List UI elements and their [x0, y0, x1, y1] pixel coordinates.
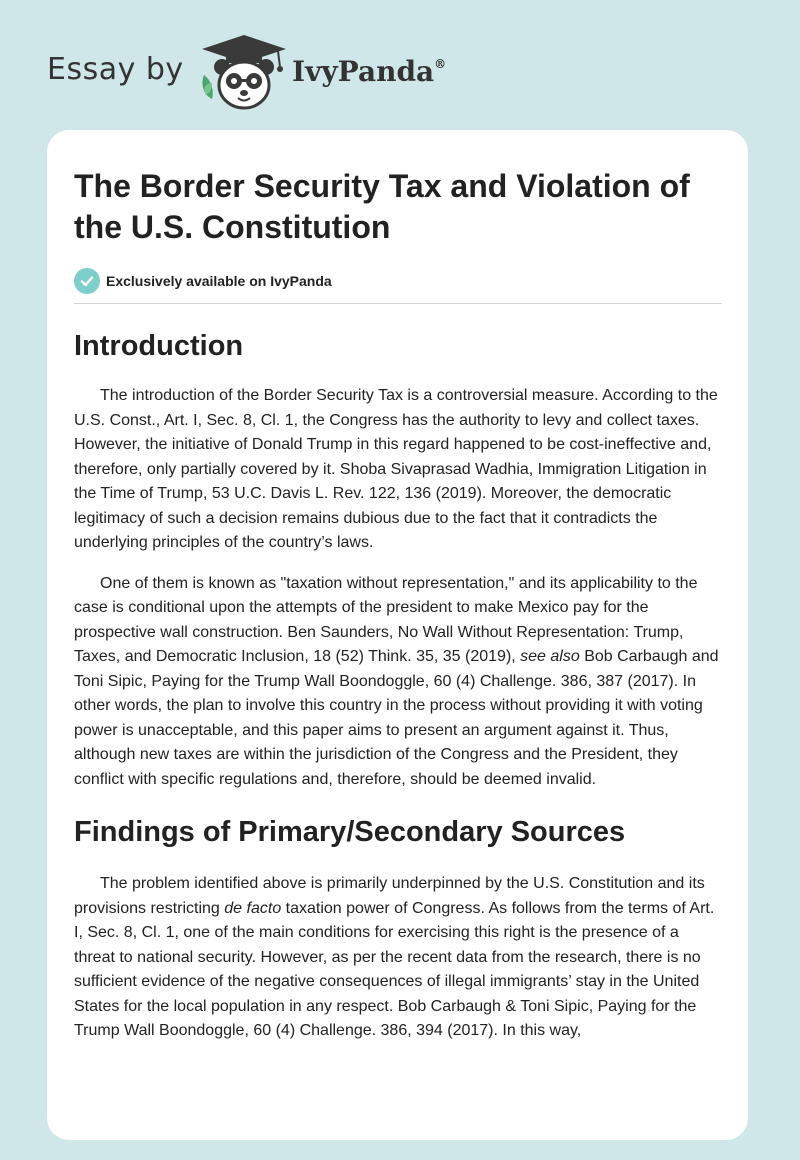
- paragraph-text: taxation power of Congress. As follows from the terms of Art. I, Sec. 8, Cl. 1, one of the main conditions for exercising this right is the presence of a threat to national security. However, as per the recent data from the research, there is no sufficient evidence of the negative consequences of illegal immigrants’ stay in the United States for the local population in any respect. Bob Carbaugh & Toni Sipic, Paying for the Trump Wall Boondoggle, 60 (4) Challenge. 386, 394 (2017). In this way,: [74, 899, 715, 1039]
- section-heading-introduction: Introduction: [74, 330, 244, 362]
- brand-name[interactable]: IvyPanda®: [292, 55, 447, 88]
- divider: [74, 303, 722, 304]
- section-heading-findings: Findings of Primary/Secondary Sources: [74, 816, 626, 848]
- check-icon: [74, 268, 100, 294]
- panda-logo-icon[interactable]: [198, 33, 290, 111]
- article-title: The Border Security Tax and Violation of the U.S. Constitution: [74, 168, 690, 245]
- paragraph: The introduction of the Border Security Tax is a controversial measure. According to the U.S. Const., Art. I, Sec. 8, Cl. 1, the Congress has the authority to levy and collect taxes. However, the initiative of Donald Trump in this regard happened to be cost-ineffective and, therefore, only partially covered by it. Shoba Sivaprasad Wadhia, Immigration Litigation in the Time of Trump, 53 U.C. Davis L. Rev. 122, 136 (2019). Moreover, the democratic legitimacy of such a decision remains dubious due to the fact that it contradicts the underlying principles of the country’s laws.: [74, 387, 718, 551]
- exclusive-badge: [74, 267, 722, 295]
- article-content: [74, 130, 722, 1044]
- registered-mark: ®: [434, 57, 447, 71]
- exclusive-label: Exclusively available on IvyPanda: [106, 273, 332, 289]
- emphasis-text: see also: [520, 648, 580, 665]
- paragraph: [74, 872, 722, 1044]
- emphasis-text: de facto: [224, 899, 282, 917]
- site-header: [0, 0, 800, 130]
- article-card: [47, 130, 748, 1140]
- paragraph-text: Bob Carbaugh and Toni Sipic, Paying for the Trump Wall Boondoggle, 60 (4) Challenge. 386, 387 (2017). In other words, the plan to involve this country in the process without providing it with voting power is unacceptable, and this paper aims to present an argument against it. Thus, although new taxes are within the jurisdiction of the Congress and the President, they conflict with specific regulations and, therefore, should be deemed invalid.: [74, 648, 719, 788]
- essay-by-label: Essay by: [47, 52, 184, 87]
- paragraph-text: One of them is known as "taxation without representation," and its applicability to the case is conditional upon the attempts of the president to make Mexico pay for the prospective wall construction. Ben Saunders, No Wall Without Representation: Trump, Taxes, and Democratic Inclusion, 18 (52) Think. 35, 35 (2019),: [74, 574, 698, 665]
- paragraph: [74, 572, 722, 793]
- paragraph-text: The problem identified above is primarily underpinned by the U.S. Constitution and its provisions restricting: [74, 875, 705, 917]
